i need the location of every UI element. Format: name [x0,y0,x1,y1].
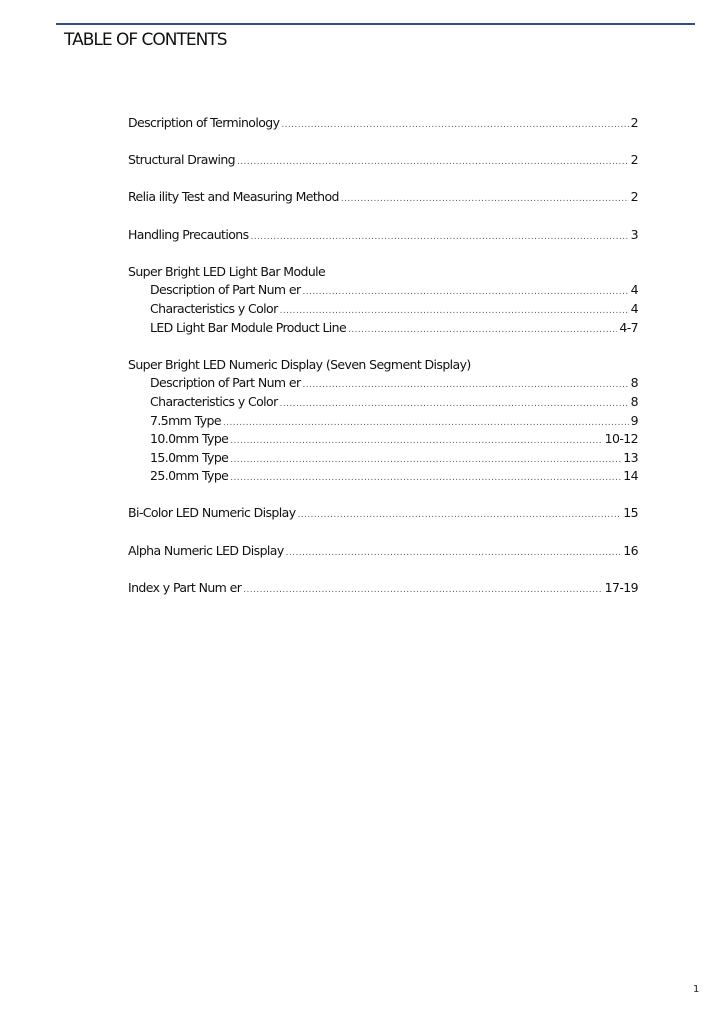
dot-leader [250,228,628,247]
dot-leader [243,581,602,600]
toc-subentry[interactable] [128,412,638,431]
page-number: 1 [693,984,700,995]
toc-entry-page: 4 [630,300,638,316]
toc-section-light-bar [128,263,638,337]
toc-subentry[interactable] [128,449,638,468]
toc-section-heading[interactable]: Super Bright LED Light Bar Module [128,263,326,279]
toc-entry[interactable] [128,188,638,207]
dot-leader [281,116,628,135]
toc-entry-label: Description of Part Num er [150,375,301,391]
toc-entry-label: 10.0mm Type [150,431,229,447]
toc-subentry[interactable] [128,300,638,319]
toc-entry-label: 25.0mm Type [150,468,229,484]
toc-entry-page: 4-7 [619,319,638,335]
toc-entry-label: Index y Part Num er [128,579,242,595]
toc-subentry[interactable] [128,430,638,449]
toc-entry-label: Handling Precautions [128,226,249,242]
page-title: TABLE OF CONTENTS [64,30,227,50]
toc-entry-label: Bi-Color LED Numeric Display [128,505,296,521]
toc-entry[interactable] [128,226,638,245]
dot-leader [348,321,617,340]
toc-entry-label: Characteristics y Color [150,393,278,409]
toc-entry-page: 10-12 [604,431,638,447]
toc-entry-label: 15.0mm Type [150,449,229,465]
toc-subentry[interactable] [128,393,638,412]
toc-entry[interactable] [128,151,638,170]
toc-entry-label: Relia ility Test and Measuring Method [128,189,339,205]
toc-entry-page: 3 [630,226,638,242]
toc-subentry[interactable] [128,319,638,338]
toc-entry-page: 2 [630,189,638,205]
dot-leader [230,451,621,470]
toc-entry-page: 13 [623,449,638,465]
toc-entry-page: 4 [630,282,638,298]
dot-leader [303,283,629,302]
header-rule [56,23,695,25]
toc-entry-page: 17-19 [604,579,638,595]
toc-entry[interactable] [128,542,638,561]
toc-subentry[interactable] [128,374,638,393]
dot-leader [237,153,629,172]
dot-leader [341,190,629,209]
dot-leader [230,432,602,451]
dot-leader [223,414,629,433]
dot-leader [298,506,622,525]
toc-entry-label: Alpha Numeric LED Display [128,542,284,558]
toc-subentry[interactable] [128,281,638,300]
toc-entry-page: 2 [630,115,638,130]
toc-entry-label: Structural Drawing [128,152,236,168]
toc-section-numeric-display [128,356,638,486]
table-of-contents [128,114,638,616]
dot-leader [280,395,629,414]
toc-entry-label: Description of Terminology [128,115,280,130]
dot-leader [286,544,622,563]
toc-entry-page: 14 [623,468,638,484]
toc-entry-page: 16 [623,542,638,558]
toc-entry-label: LED Light Bar Module Product Line [150,319,347,335]
toc-entry[interactable] [128,579,638,598]
toc-entry-label: 7.5mm Type [150,412,221,428]
toc-entry[interactable] [128,504,638,523]
toc-entry[interactable] [128,114,638,133]
toc-entry-page: 8 [630,393,638,409]
toc-entry-page: 8 [630,375,638,391]
dot-leader [230,469,621,488]
toc-entry-label: Characteristics y Color [150,300,278,316]
toc-entry-page: 2 [630,152,638,168]
toc-entry-page: 15 [623,505,638,521]
dot-leader [303,376,629,395]
toc-subentry[interactable] [128,467,638,486]
toc-section-heading[interactable]: Super Bright LED Numeric Display (Seven Segment Display) [128,356,471,372]
toc-entry-label: Description of Part Num er [150,282,301,298]
toc-entry-page: 9 [630,412,638,428]
